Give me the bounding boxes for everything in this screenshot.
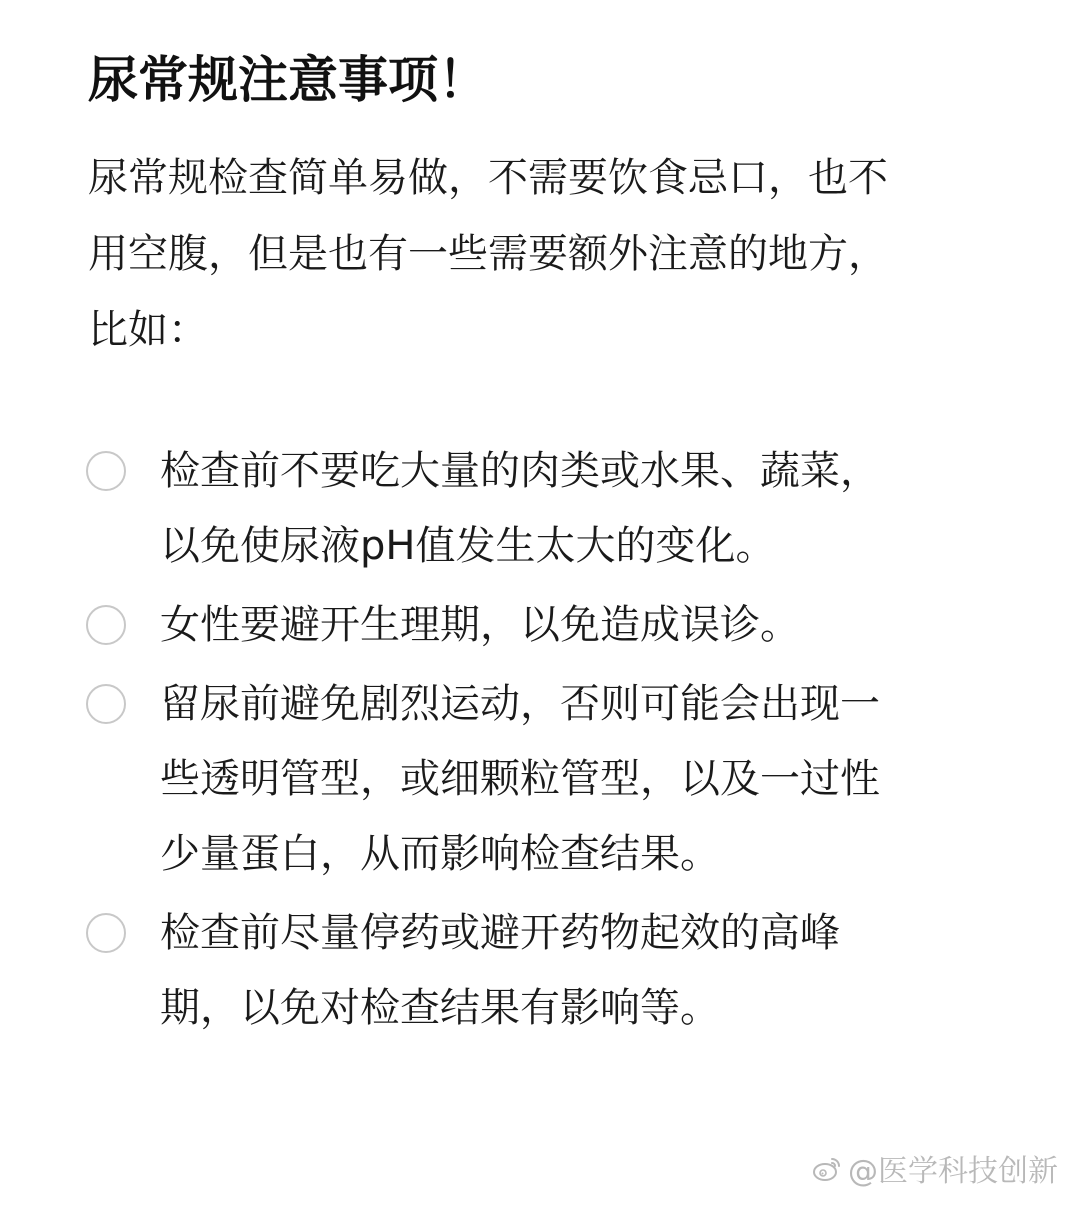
watermark-text: @医学科技创新	[848, 1154, 1058, 1189]
circle-bullet-icon	[86, 605, 126, 645]
list-item-line: 期，以免对检查结果有影响等。	[160, 985, 720, 1031]
list-item	[86, 588, 1006, 663]
intro-line: 比如：	[88, 307, 208, 353]
list-item-text	[160, 896, 1006, 1046]
list-item-line: 些透明管型，或细颗粒管型，以及一过性	[160, 756, 880, 802]
list-item-text	[160, 434, 1006, 584]
list-item	[86, 434, 1006, 584]
list-item-line: 以免使尿液pH值发生太大的变化。	[160, 523, 776, 569]
list-item-line: 留尿前避免剧烈运动，否则可能会出现一	[160, 681, 880, 727]
page-title: 尿常规注意事项！	[88, 51, 488, 109]
watermark	[812, 1146, 1058, 1190]
list-item	[86, 667, 1006, 892]
intro-paragraph	[88, 140, 998, 368]
list-item-line: 女性要避开生理期，以免造成误诊。	[160, 602, 800, 648]
list-item-text	[160, 667, 1006, 892]
intro-line: 尿常规检查简单易做，不需要饮食忌口，也不	[88, 155, 888, 201]
list-item	[86, 896, 1006, 1046]
list-item-line: 检查前不要吃大量的肉类或水果、蔬菜，	[160, 448, 880, 494]
list-item-line: 检查前尽量停药或避开药物起效的高峰	[160, 910, 840, 956]
intro-line: 用空腹，但是也有一些需要额外注意的地方，	[88, 231, 888, 277]
weibo-logo-icon	[812, 1153, 842, 1183]
circle-bullet-icon	[86, 684, 126, 724]
precautions-list	[86, 434, 1006, 1050]
circle-bullet-icon	[86, 913, 126, 953]
circle-bullet-icon	[86, 451, 126, 491]
list-item-text	[160, 588, 1006, 663]
list-item-line: 少量蛋白，从而影响检查结果。	[160, 831, 720, 877]
